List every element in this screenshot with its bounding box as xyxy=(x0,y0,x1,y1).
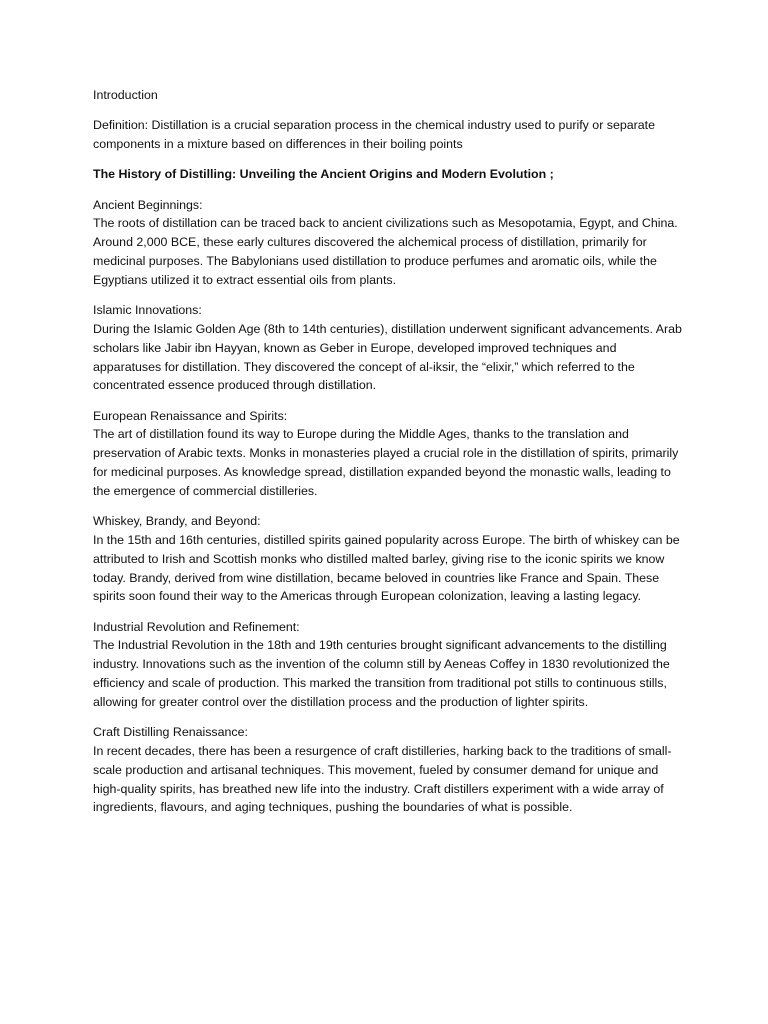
history-heading: The History of Distilling: Unveiling the Ancient Origins and Modern Evolution ; xyxy=(93,167,554,182)
section-title: Whiskey, Brandy, and Beyond: xyxy=(93,514,261,529)
section-title: Craft Distilling Renaissance: xyxy=(93,725,248,740)
section-body: The art of distillation found its way to Europe during the Middle Ages, thanks to the translation and preservation of Arabic texts. Monks in monasteries played a crucial role in the distillation of spirits, primarily for medicinal purposes. As knowledge spread, distillation expanded beyond the monastic walls, leading to the emergence of commercial distilleries. xyxy=(93,427,679,498)
definition-paragraph: Definition: Distillation is a crucial separation process in the chemical industry used to purify or separate components in a mixture based on differences in their boiling points xyxy=(93,118,655,152)
section-craft-distilling xyxy=(93,723,683,817)
section-ancient-beginnings xyxy=(93,196,683,290)
document-page xyxy=(93,86,683,829)
section-title: Islamic Innovations: xyxy=(93,303,202,318)
section-body: During the Islamic Golden Age (8th to 14th centuries), distillation underwent significant advancements. Arab scholars like Jabir ibn Hayyan, known as Geber in Europe, developed improved techniques and apparatuses for distillation. They discovered the concept of al-iksir, the “elixir,” which referred to the concentrated essence produced through distillation. xyxy=(93,321,682,393)
section-title: Industrial Revolution and Refinement: xyxy=(93,619,300,634)
section-body: The roots of distillation can be traced back to ancient civilizations such as Mesopotamia, Egypt, and China. Around 2,000 BCE, these early cultures discovered the alchemical process of distillation, primarily for medicinal purposes. The Babylonians used distillation to produce perfumes and aromatic oils, while the Egyptians utilized it to extract essential oils from plants. xyxy=(93,216,678,287)
section-islamic-innovations xyxy=(93,301,683,395)
section-european-renaissance xyxy=(93,407,683,501)
section-body: In recent decades, there has been a resurgence of craft distilleries, harking back to the traditions of small-scale production and artisanal techniques. This movement, fueled by consumer demand for unique and high-quality spirits, has breathed new life into the industry. Craft distillers experiment with a wide array of ingredients, flavours, and aging techniques, pushing the boundaries of what is possible. xyxy=(93,743,672,815)
section-title: Ancient Beginnings: xyxy=(93,197,203,212)
section-whiskey-brandy xyxy=(93,512,683,606)
section-industrial-revolution xyxy=(93,618,683,712)
section-title: European Renaissance and Spirits: xyxy=(93,408,288,423)
intro-title: Introduction xyxy=(93,88,158,102)
section-body: In the 15th and 16th centuries, distilled spirits gained popularity across Europe. The birth of whiskey can be attributed to Irish and Scottish monks who distilled malted barley, giving rise to the iconic spirits we know today. Brandy, derived from wine distillation, became beloved in countries like France and Spain. These spirits soon found their way to the Americas through European colonization, leaving a lasting legacy. xyxy=(93,532,680,604)
section-body: The Industrial Revolution in the 18th and 19th centuries brought significant advancements to the distilling industry. Innovations such as the invention of the column still by Aeneas Coffey in 1830 revolutionized the efficiency and scale of production. This marked the transition from traditional pot stills to continuous stills, allowing for greater control over the distillation process and the production of lighter spirits. xyxy=(93,638,670,709)
